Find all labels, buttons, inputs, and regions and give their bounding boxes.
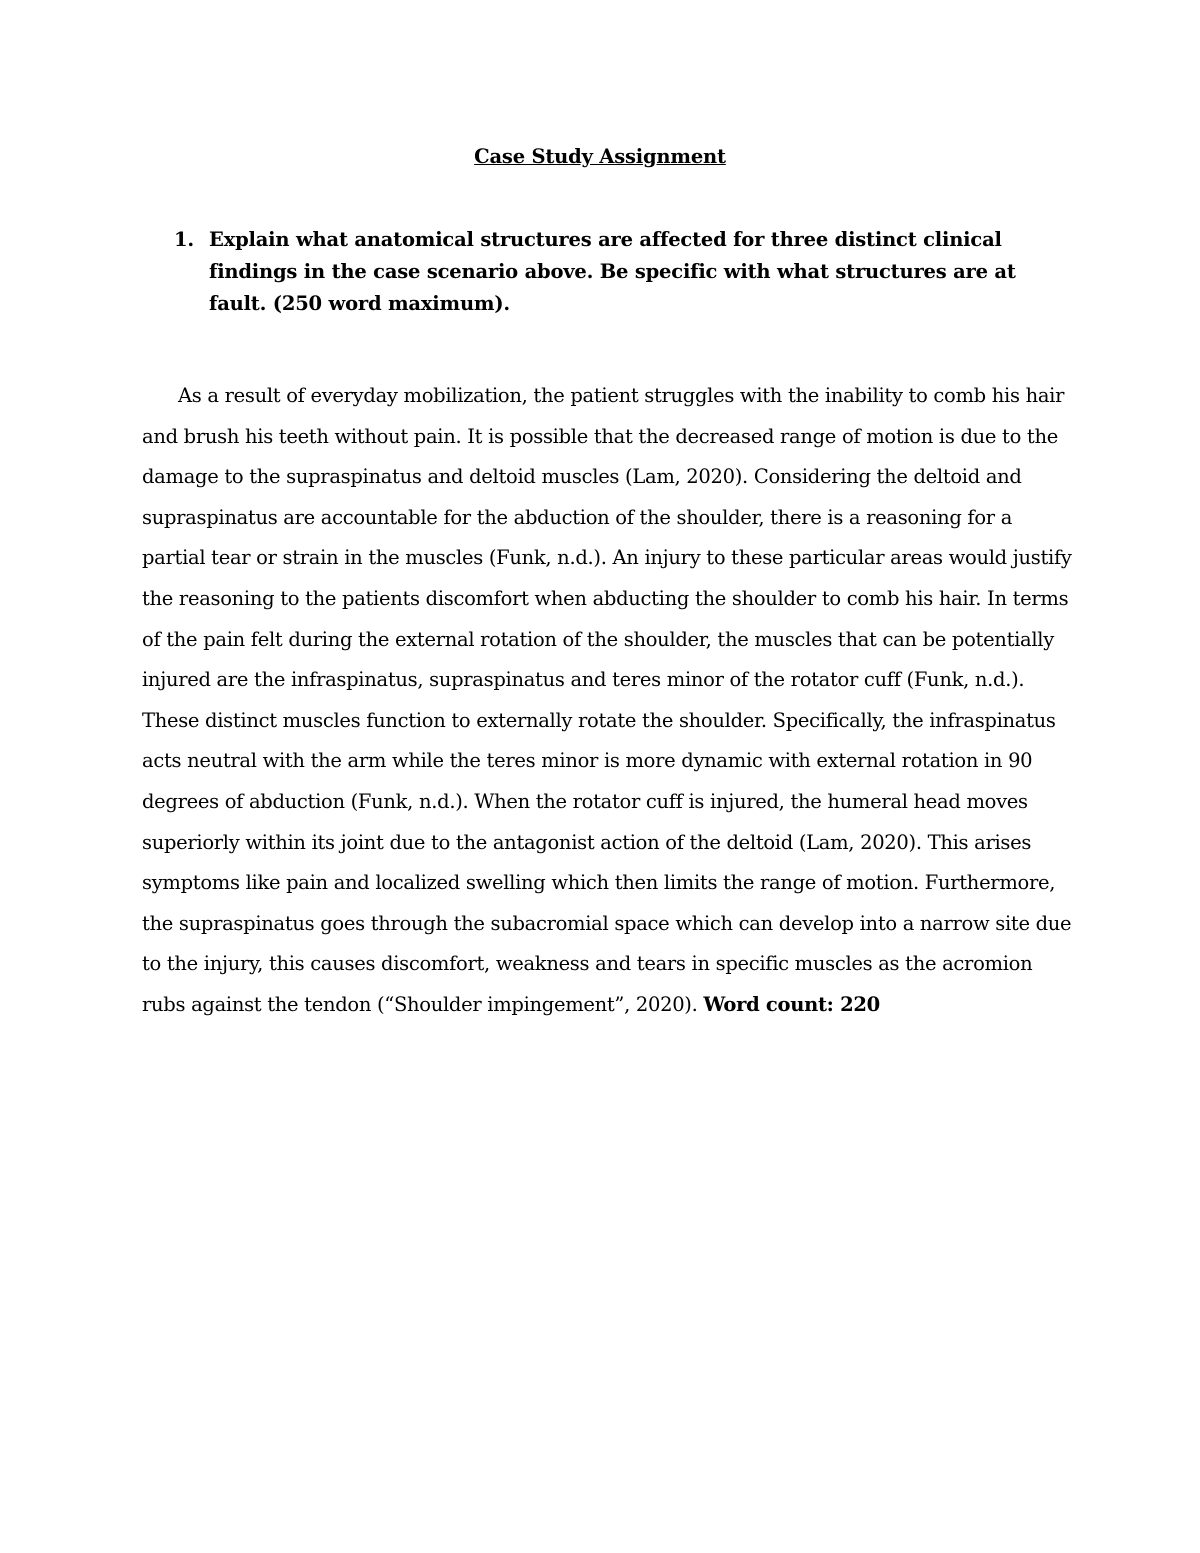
answer-paragraph (142, 376, 1072, 1026)
page-title: Case Study Assignment (474, 145, 726, 168)
question-item (174, 224, 1070, 320)
question-text: Explain what anatomical structures are affected for three distinct clinical findings in the case scenario above. Be specific with what structures are at fault. (250 word maximum). (209, 228, 1016, 315)
question-number: 1. (174, 228, 194, 251)
word-count-label: Word count: 220 (703, 992, 880, 1016)
answer-text: As a result of everyday mobilization, the patient struggles with the inability to comb his hair and brush his teeth without pain. It is possible that the decreased range of motion is due to the damage to the supraspinatus and deltoid muscles (Lam, 2020). Considering the deltoid and supraspinatus are accountable for the abduction of the shoulder, there is a reasoning for a partial tear or strain in the muscles (Funk, n.d.). An injury to these particular areas would justify the reasoning to the patients discomfort when abducting the shoulder to comb his hair. In terms of the pain felt during the external rotation of the shoulder, the muscles that can be potentially injured are the infraspinatus, supraspinatus and teres minor of the rotator cuff (Funk, n.d.). These distinct muscles function to externally rotate the shoulder. Specifically, the infraspinatus acts neutral with the arm while the teres minor is more dynamic with external rotation in 90 degrees of abduction (Funk, n.d.). When the rotator cuff is injured, the humeral head moves superiorly within its joint due to the antagonist action of the deltoid (Lam, 2020). This arises symptoms like pain and localized swelling which then limits the range of motion. Furthermore, the supraspinatus goes through the subacromial space which can develop into a narrow site due to the injury, this causes discomfort, weakness and tears in specific muscles as the acromion rubs against the tendon (“Shoulder impingement”, 2020). (142, 384, 1072, 1016)
